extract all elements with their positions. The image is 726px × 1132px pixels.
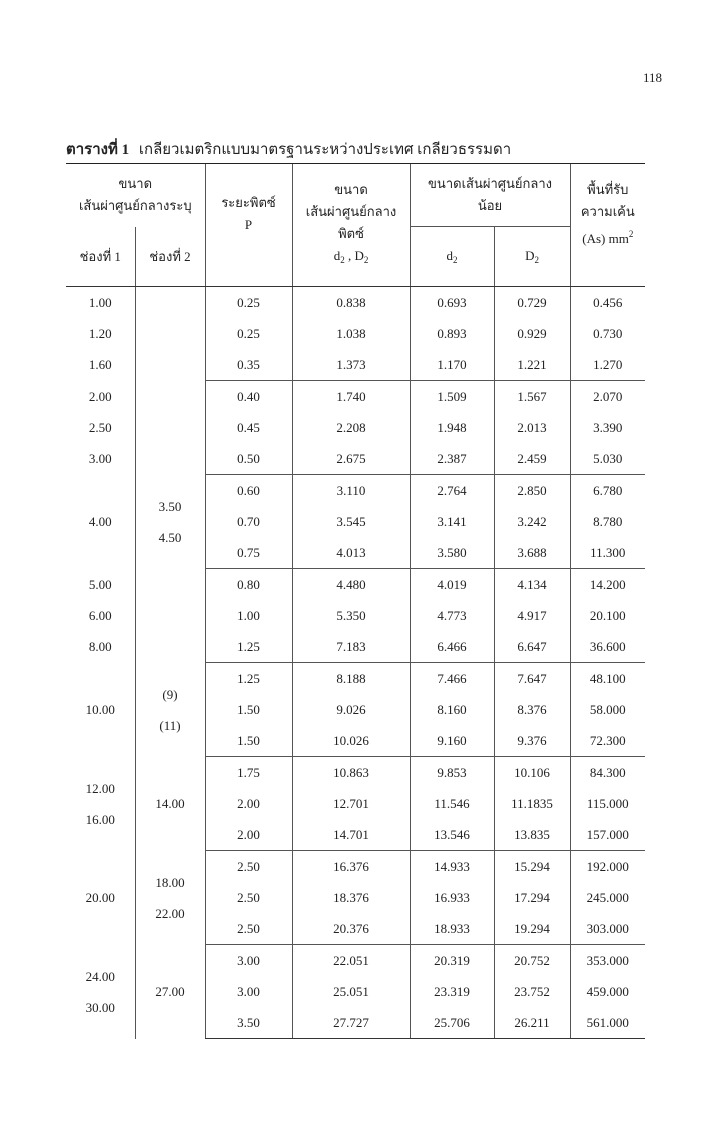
pitch-diameter-cell: 1.038 (292, 318, 410, 349)
table-row (66, 851, 645, 883)
minor-D-cell: 11.1835 (494, 788, 570, 819)
table-row (66, 757, 645, 789)
header-pitch-diameter: ขนาด เส้นผ่าศูนย์กลาง พิตซ์ $d_2$ , $D_2$ (292, 164, 410, 287)
header-minor-D: $D_2$ (494, 227, 570, 287)
minor-d-cell: 1.509 (410, 381, 494, 413)
pitch-diameter-cell: 18.376 (292, 882, 410, 913)
series-1-cell: 10.00 (85, 702, 115, 717)
table-row (66, 381, 645, 413)
series-2-cell: 14.00 (135, 757, 205, 851)
pitch-diameter-cell: 1.740 (292, 381, 410, 413)
minor-d-cell: 4.019 (410, 569, 494, 601)
minor-d-cell: 3.580 (410, 537, 494, 569)
pitch-diameter-cell: 25.051 (292, 976, 410, 1007)
series-1-cell: 12.00 16.00 (85, 780, 115, 827)
minor-D-cell: 15.294 (494, 851, 570, 883)
header-minor-d: $d_2$ (410, 227, 494, 287)
pitch-cell: 1.50 (205, 694, 292, 725)
stress-area-cell: 157.000 (570, 819, 645, 851)
table-row (66, 475, 645, 507)
minor-D-cell: 13.835 (494, 819, 570, 851)
stress-area-cell: 2.070 (570, 381, 645, 413)
minor-d-cell: 16.933 (410, 882, 494, 913)
header-stress-area: พื้นที่รับ ความเค้น (As) $mm^2$ (570, 164, 645, 287)
series-2-cell: (9) (11) (135, 663, 205, 757)
series-2-cell (135, 569, 205, 663)
pitch-cell: 0.60 (205, 475, 292, 507)
table-row (66, 287, 645, 319)
pitch-diameter-cell: 12.701 (292, 788, 410, 819)
minor-d-cell: 0.693 (410, 287, 494, 319)
stress-area-cell: 192.000 (570, 851, 645, 883)
minor-d-cell: 1.170 (410, 349, 494, 381)
pitch-cell: 1.25 (205, 663, 292, 695)
pitch-cell: 0.70 (205, 506, 292, 537)
minor-d-cell: 0.893 (410, 318, 494, 349)
table-row (66, 663, 645, 695)
stress-area-cell: 0.456 (570, 287, 645, 319)
stress-area-cell: 8.780 (570, 506, 645, 537)
stress-area-cell: 6.780 (570, 475, 645, 507)
minor-d-cell: 14.933 (410, 851, 494, 883)
minor-D-cell: 20.752 (494, 945, 570, 977)
header-pitch-diameter-symbols: $d_2$ , $D_2$ (333, 248, 369, 265)
minor-d-cell: 2.764 (410, 475, 494, 507)
pitch-cell: 2.00 (205, 819, 292, 851)
pitch-diameter-cell: 3.110 (292, 475, 410, 507)
series-1-cell: 24.00 30.00 (85, 968, 115, 1015)
minor-d-cell: 8.160 (410, 694, 494, 725)
minor-d-cell: 23.319 (410, 976, 494, 1007)
series-2-cell (135, 287, 205, 381)
minor-D-cell: 23.752 (494, 976, 570, 1007)
header-pitch: ระยะพิตซ์ P (205, 164, 292, 287)
pitch-diameter-cell: 20.376 (292, 913, 410, 945)
stress-area-cell: 58.000 (570, 694, 645, 725)
stress-area-cell: 48.100 (570, 663, 645, 695)
stress-area-cell: 20.100 (570, 600, 645, 631)
table-caption (66, 137, 511, 161)
minor-D-cell: 8.376 (494, 694, 570, 725)
pitch-diameter-cell: 3.545 (292, 506, 410, 537)
pitch-cell: 1.50 (205, 725, 292, 757)
series-1-cell: 20.00 (85, 890, 115, 905)
pitch-cell: 0.50 (205, 443, 292, 475)
minor-D-cell: 3.688 (494, 537, 570, 569)
stress-area-cell: 3.390 (570, 412, 645, 443)
header-nominal-diameter: ขนาด เส้นผ่าศูนย์กลางระบุ (66, 164, 205, 227)
minor-d-cell: 6.466 (410, 631, 494, 663)
pitch-diameter-cell: 2.208 (292, 412, 410, 443)
series-2-cell: 3.50 4.50 (135, 475, 205, 569)
minor-d-cell: 9.160 (410, 725, 494, 757)
pitch-diameter-cell: 4.480 (292, 569, 410, 601)
minor-d-cell: 25.706 (410, 1007, 494, 1039)
minor-D-cell: 4.134 (494, 569, 570, 601)
series-1-cell: 2.00 2.50 3.00 (88, 389, 112, 466)
pitch-diameter-cell: 0.838 (292, 287, 410, 319)
stress-area-cell: 115.000 (570, 788, 645, 819)
pitch-diameter-cell: 10.863 (292, 757, 410, 789)
pitch-diameter-cell: 2.675 (292, 443, 410, 475)
pitch-cell: 2.50 (205, 851, 292, 883)
pitch-cell: 0.75 (205, 537, 292, 569)
pitch-cell: 2.50 (205, 882, 292, 913)
pitch-diameter-cell: 1.373 (292, 349, 410, 381)
pitch-cell: 1.00 (205, 600, 292, 631)
stress-area-cell: 561.000 (570, 1007, 645, 1039)
pitch-diameter-cell: 27.727 (292, 1007, 410, 1039)
pitch-diameter-cell: 16.376 (292, 851, 410, 883)
stress-area-cell: 72.300 (570, 725, 645, 757)
minor-D-cell: 2.013 (494, 412, 570, 443)
minor-D-cell: 17.294 (494, 882, 570, 913)
minor-d-cell: 20.319 (410, 945, 494, 977)
minor-D-cell: 26.211 (494, 1007, 570, 1039)
pitch-diameter-cell: 5.350 (292, 600, 410, 631)
pitch-diameter-cell: 7.183 (292, 631, 410, 663)
minor-D-cell: 1.221 (494, 349, 570, 381)
minor-d-cell: 1.948 (410, 412, 494, 443)
minor-D-cell: 1.567 (494, 381, 570, 413)
minor-D-cell: 9.376 (494, 725, 570, 757)
minor-D-cell: 0.729 (494, 287, 570, 319)
pitch-diameter-cell: 14.701 (292, 819, 410, 851)
pitch-cell: 3.00 (205, 945, 292, 977)
stress-area-cell: 0.730 (570, 318, 645, 349)
minor-D-cell: 2.850 (494, 475, 570, 507)
series-2-cell (135, 381, 205, 475)
series-2-cell: 27.00 (135, 945, 205, 1039)
minor-D-cell: 2.459 (494, 443, 570, 475)
pitch-cell: 2.00 (205, 788, 292, 819)
header-series-2: ช่องที่ 2 (135, 227, 205, 287)
page-number: 118 (643, 70, 663, 85)
pitch-cell: 2.50 (205, 913, 292, 945)
minor-D-cell: 3.242 (494, 506, 570, 537)
minor-D-cell: 19.294 (494, 913, 570, 945)
table-row (66, 569, 645, 601)
pitch-diameter-cell: 9.026 (292, 694, 410, 725)
minor-D-cell: 0.929 (494, 318, 570, 349)
pitch-cell: 0.40 (205, 381, 292, 413)
minor-D-cell: 6.647 (494, 631, 570, 663)
stress-area-cell: 1.270 (570, 349, 645, 381)
table-row (66, 945, 645, 977)
pitch-diameter-cell: 22.051 (292, 945, 410, 977)
series-1-cell: 5.00 6.00 8.00 (88, 577, 112, 654)
pitch-cell: 0.80 (205, 569, 292, 601)
minor-d-cell: 7.466 (410, 663, 494, 695)
minor-d-cell: 13.546 (410, 819, 494, 851)
stress-area-cell: 5.030 (570, 443, 645, 475)
pitch-cell: 1.25 (205, 631, 292, 663)
minor-d-cell: 2.387 (410, 443, 494, 475)
minor-d-cell: 4.773 (410, 600, 494, 631)
series-1-cell: 1.00 1.20 1.60 (88, 295, 112, 373)
stress-area-cell: 14.200 (570, 569, 645, 601)
minor-d-cell: 9.853 (410, 757, 494, 789)
thread-spec-table (66, 163, 645, 1039)
minor-D-cell: 7.647 (494, 663, 570, 695)
minor-D-cell: 10.106 (494, 757, 570, 789)
stress-area-cell: 303.000 (570, 913, 645, 945)
caption-text: เกลียวเมตริกแบบมาตรฐานระหว่างประเทศ เกลียวธรรมดา (138, 142, 512, 158)
pitch-cell: 3.00 (205, 976, 292, 1007)
pitch-cell: 0.45 (205, 412, 292, 443)
series-2-cell: 18.00 22.00 (135, 851, 205, 945)
pitch-cell: 0.25 (205, 287, 292, 319)
stress-area-cell: 459.000 (570, 976, 645, 1007)
pitch-cell: 0.25 (205, 318, 292, 349)
minor-d-cell: 11.546 (410, 788, 494, 819)
stress-area-cell: 245.000 (570, 882, 645, 913)
stress-area-cell: 36.600 (570, 631, 645, 663)
pitch-cell: 3.50 (205, 1007, 292, 1039)
stress-area-cell: 84.300 (570, 757, 645, 789)
table-body (66, 287, 645, 1039)
stress-area-cell: 11.300 (570, 537, 645, 569)
header-series-1: ช่องที่ 1 (66, 227, 135, 287)
pitch-diameter-cell: 4.013 (292, 537, 410, 569)
pitch-diameter-cell: 10.026 (292, 725, 410, 757)
stress-area-cell: 353.000 (570, 945, 645, 977)
caption-label: ตารางที่ 1 (66, 142, 130, 158)
header-minor-diameter: ขนาดเส้นผ่าศูนย์กลาง น้อย (410, 164, 570, 227)
pitch-cell: 1.75 (205, 757, 292, 789)
minor-D-cell: 4.917 (494, 600, 570, 631)
minor-d-cell: 18.933 (410, 913, 494, 945)
series-1-cell: 4.00 (88, 514, 112, 529)
pitch-diameter-cell: 8.188 (292, 663, 410, 695)
pitch-cell: 0.35 (205, 349, 292, 381)
minor-d-cell: 3.141 (410, 506, 494, 537)
